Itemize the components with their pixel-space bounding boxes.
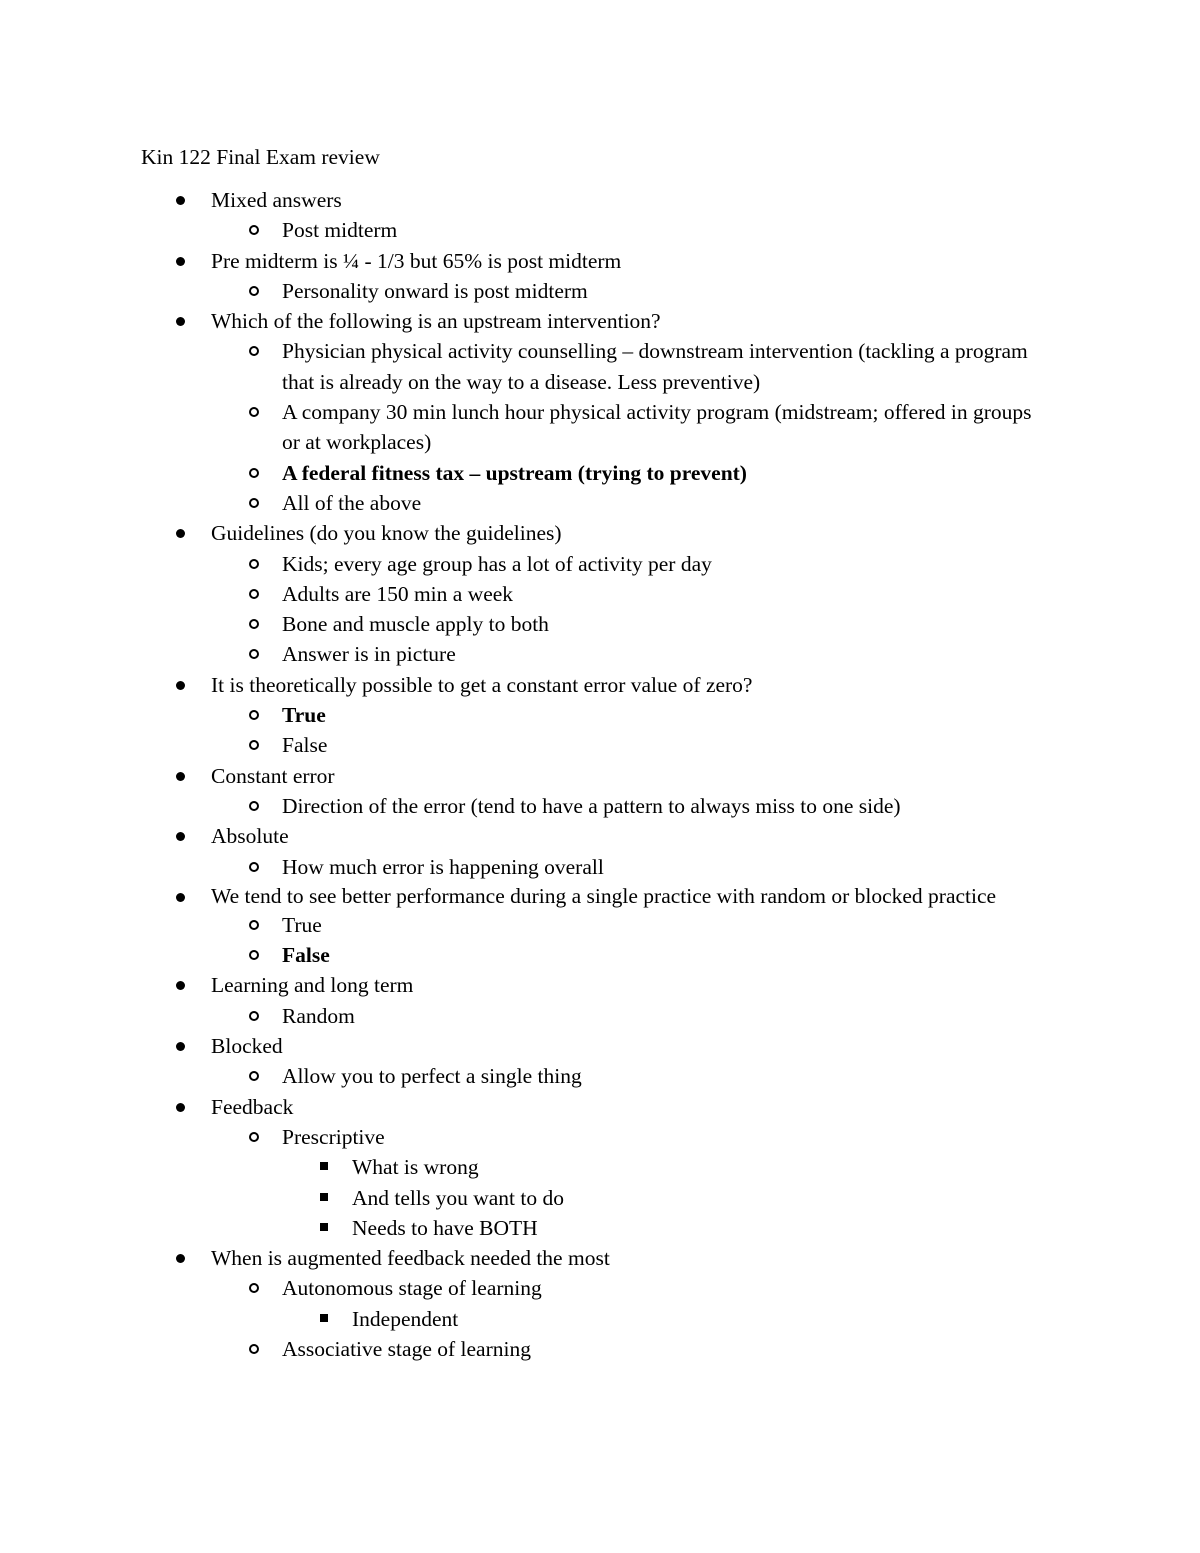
- list-item: [0, 1243, 1200, 1273]
- bullet-circle-icon: [249, 1071, 259, 1081]
- list-item-text: Mixed answers: [211, 188, 342, 212]
- list-item: [0, 910, 1200, 940]
- bullet-dot-icon: [176, 832, 185, 841]
- list-item-text: Random: [282, 1003, 355, 1028]
- list-item-text: False: [282, 733, 328, 758]
- list-item: [0, 185, 1200, 215]
- list-item-text: Physician physical activity counselling – downstream intervention (tackling a program that is already on the way to a disease. Less preventive): [282, 339, 1028, 394]
- list-item: [0, 1031, 1200, 1061]
- bullet-circle-icon: [249, 468, 259, 478]
- list-item: [0, 821, 1200, 851]
- bullet-circle-icon: [249, 498, 259, 508]
- bullet-circle-icon: [249, 589, 259, 599]
- bullet-circle-icon: [249, 801, 259, 811]
- list-item: [0, 1152, 1200, 1182]
- list-item-text: Autonomous stage of learning: [282, 1276, 542, 1301]
- list-item: [0, 1273, 1200, 1303]
- list-item: [0, 397, 1200, 458]
- bullet-dot-icon: [176, 529, 185, 538]
- bullet-circle-icon: [249, 1011, 259, 1021]
- bullet-dot-icon: [176, 681, 185, 690]
- list-item: [0, 276, 1200, 306]
- list-item: [0, 791, 1200, 821]
- list-item: [0, 700, 1200, 730]
- list-item-text: Answer is in picture: [282, 642, 456, 667]
- list-item-text: Independent: [352, 1306, 459, 1331]
- list-item: [0, 1001, 1200, 1031]
- bullet-dot-icon: [176, 317, 185, 326]
- bullet-circle-icon: [249, 862, 259, 872]
- bullet-circle-icon: [249, 346, 259, 356]
- list-item: [0, 549, 1200, 579]
- list-item-text: We tend to see better performance during a single practice with random or blocked practice: [211, 883, 997, 908]
- bullet-square-icon: [320, 1223, 328, 1231]
- bullet-circle-icon: [249, 225, 259, 235]
- bullet-dot-icon: [176, 772, 185, 781]
- list-item-text: It is theoretically possible to get a constant error value of zero?: [211, 672, 753, 697]
- bullet-circle-icon: [249, 710, 259, 720]
- bullet-circle-icon: [249, 1132, 259, 1142]
- list-item: [0, 940, 1200, 970]
- list-item: [0, 1092, 1200, 1122]
- list-item: [0, 1334, 1200, 1364]
- list-item-text: Personality onward is post midterm: [282, 278, 588, 303]
- list-item: [0, 761, 1200, 791]
- bullet-circle-icon: [249, 950, 259, 960]
- list-item: [0, 609, 1200, 639]
- list-item-text: Which of the following is an upstream intervention?: [211, 309, 661, 334]
- list-item: [0, 458, 1200, 488]
- list-item-text: True: [282, 912, 322, 937]
- list-item: [0, 215, 1200, 245]
- list-item-text: Associative stage of learning: [282, 1336, 531, 1361]
- list-item: [0, 579, 1200, 609]
- list-item-text: What is wrong: [352, 1155, 479, 1180]
- list-item-text: Allow you to perfect a single thing: [282, 1064, 582, 1089]
- bullet-circle-icon: [249, 286, 259, 296]
- bullet-dot-icon: [176, 893, 185, 902]
- list-item-text: A company 30 min lunch hour physical activity program (midstream; offered in groups or at workplaces): [282, 400, 1032, 455]
- bullet-square-icon: [320, 1314, 328, 1322]
- list-item-text: How much error is happening overall: [282, 854, 604, 879]
- bullet-circle-icon: [249, 559, 259, 569]
- list-item-text: A federal fitness tax – upstream (trying to prevent): [282, 460, 747, 485]
- bullet-dot-icon: [176, 1042, 185, 1051]
- bullet-dot-icon: [176, 981, 185, 990]
- list-item: [0, 852, 1200, 882]
- list-item: [0, 1213, 1200, 1243]
- list-item-text: Needs to have BOTH: [352, 1215, 538, 1240]
- list-item: [0, 336, 1200, 397]
- list-item-text: True: [282, 703, 326, 728]
- list-item-text: All of the above: [282, 490, 422, 515]
- list-item: [0, 306, 1200, 336]
- list-item-text: Pre midterm is ¼ - 1/3 but 65% is post midterm: [211, 248, 622, 273]
- list-item: [0, 670, 1200, 700]
- bullet-circle-icon: [249, 649, 259, 659]
- list-item-text: Feedback: [211, 1094, 294, 1119]
- list-item: [0, 1183, 1200, 1213]
- list-item-text: Guidelines (do you know the guidelines): [211, 521, 562, 546]
- list-item: [0, 1061, 1200, 1091]
- bullet-circle-icon: [249, 1344, 259, 1354]
- list-item-text: Adults are 150 min a week: [282, 581, 514, 606]
- list-item: [0, 970, 1200, 1000]
- list-item: [0, 488, 1200, 518]
- list-item-text: When is augmented feedback needed the most: [211, 1246, 610, 1271]
- bullet-dot-icon: [176, 196, 185, 205]
- list-item: [0, 730, 1200, 760]
- list-item-text: Learning and long term: [211, 973, 414, 998]
- list-item-text: Constant error: [211, 763, 335, 788]
- document-title: Kin 122 Final Exam review: [141, 145, 380, 169]
- list-item-text: And tells you want to do: [352, 1185, 564, 1210]
- bullet-dot-icon: [176, 1103, 185, 1112]
- list-item-text: Kids; every age group has a lot of activity per day: [282, 551, 712, 576]
- list-item: [0, 246, 1200, 276]
- bullet-dot-icon: [176, 257, 185, 266]
- bullet-circle-icon: [249, 407, 259, 417]
- list-item-text: Prescriptive: [282, 1124, 385, 1149]
- bullet-circle-icon: [249, 1283, 259, 1293]
- bullet-square-icon: [320, 1162, 328, 1170]
- review-list: [0, 185, 1200, 1364]
- bullet-circle-icon: [249, 740, 259, 750]
- list-item: [0, 639, 1200, 669]
- list-item: [0, 1304, 1200, 1334]
- list-item-text: Blocked: [211, 1034, 283, 1059]
- bullet-circle-icon: [249, 920, 259, 930]
- bullet-square-icon: [320, 1193, 328, 1201]
- list-item-text: Direction of the error (tend to have a pattern to always miss to one side): [282, 793, 901, 818]
- list-item-text: Absolute: [211, 824, 289, 849]
- list-item-text: False: [282, 943, 330, 968]
- bullet-dot-icon: [176, 1254, 185, 1263]
- list-item-text: Bone and muscle apply to both: [282, 612, 549, 637]
- list-item-text: Post midterm: [282, 218, 398, 243]
- list-item: [0, 518, 1200, 548]
- bullet-circle-icon: [249, 619, 259, 629]
- list-item: [0, 1122, 1200, 1152]
- list-item: [0, 882, 1200, 910]
